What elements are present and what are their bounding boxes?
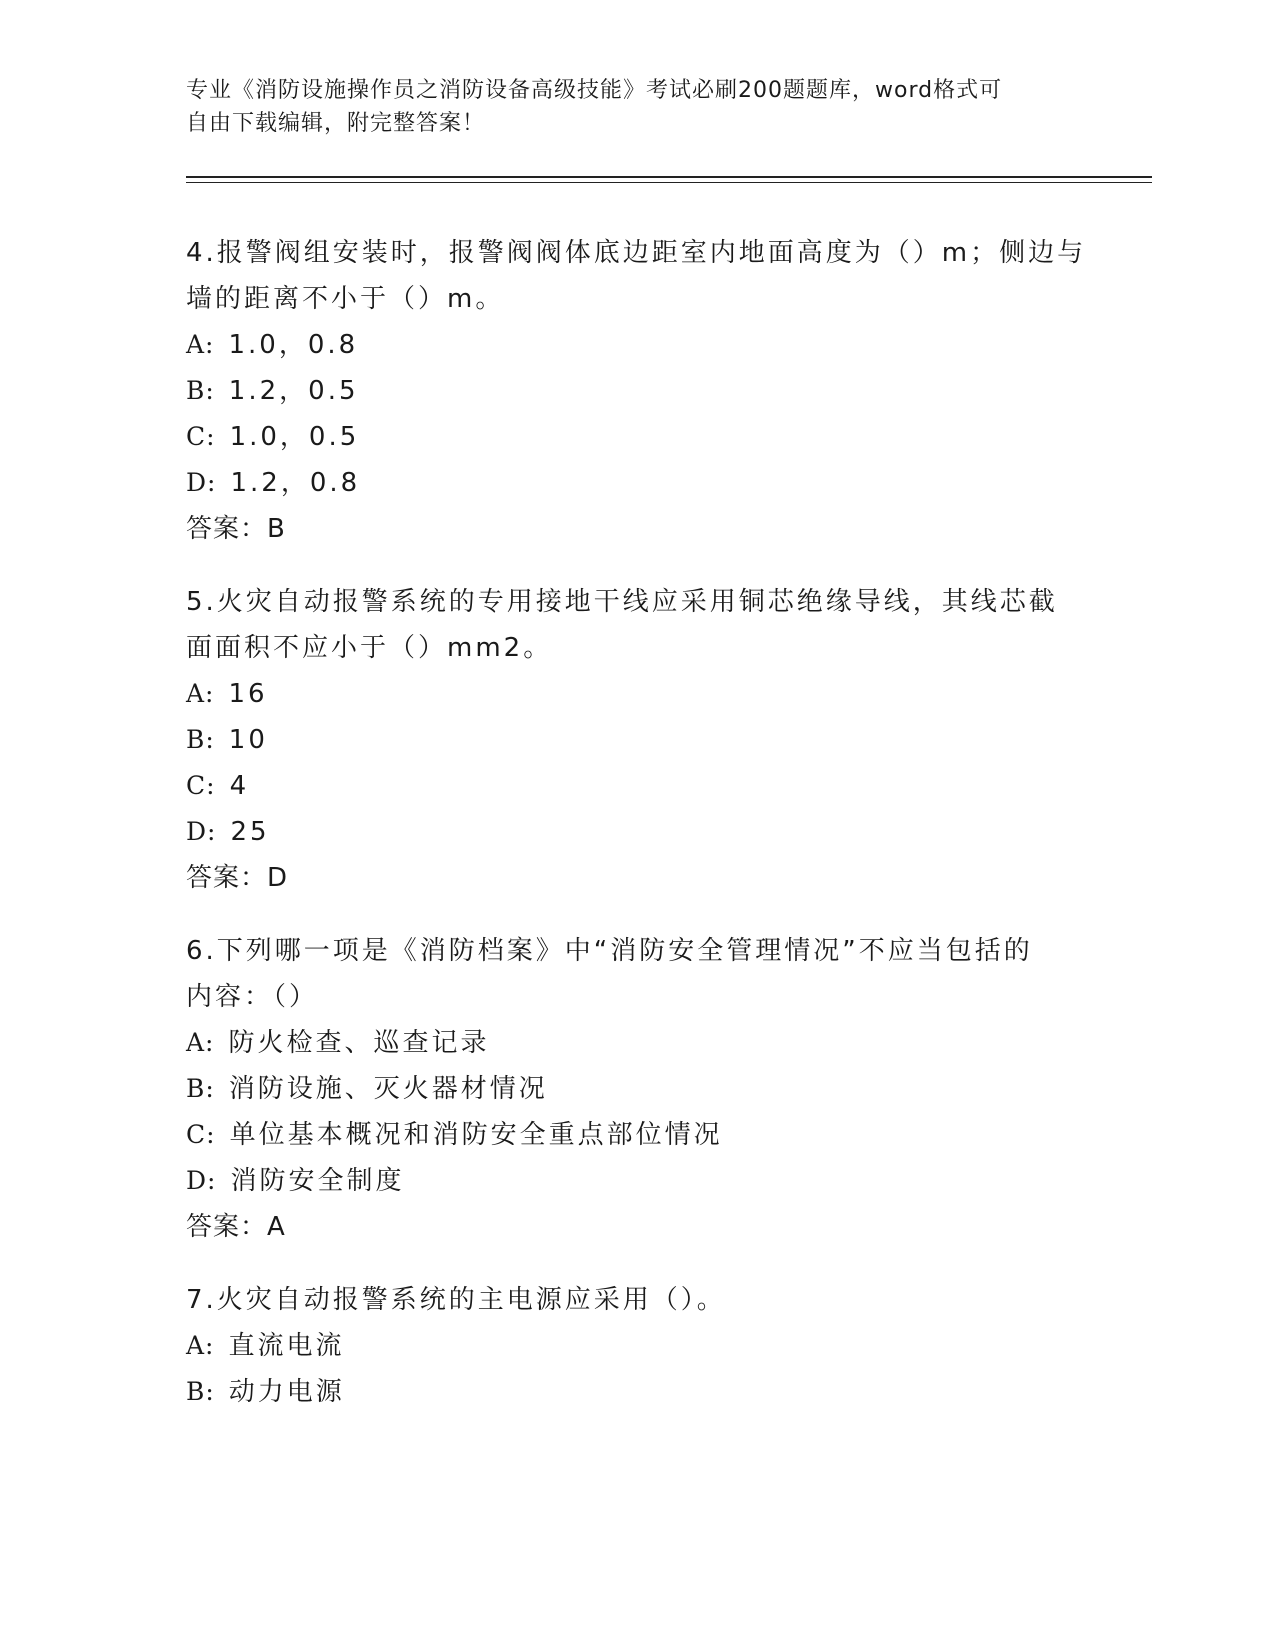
option-b: [186, 368, 1086, 414]
question-text-line: 7.火灾自动报警系统的主电源应采用（）。: [186, 1285, 726, 1315]
option-value: 1.0，0.8: [228, 330, 359, 360]
header-line-2: 自由下载编辑，附完整答案！: [186, 111, 486, 136]
question-text: [186, 1277, 1086, 1323]
option-letter: D:: [186, 817, 217, 846]
option-c: [186, 1112, 1086, 1158]
answer-line: 答案：B: [186, 514, 286, 544]
question-text: [186, 230, 1086, 322]
header-divider-thick: [186, 176, 1152, 178]
option-letter: B:: [186, 725, 215, 754]
question-6: [186, 928, 1086, 1250]
option-d: [186, 809, 1086, 855]
option-letter: A:: [186, 679, 215, 708]
option-value: 1.2，0.8: [230, 468, 361, 498]
option-d: [186, 460, 1086, 506]
question-text-line: 4.报警阀组安装时，报警阀阀体底边距室内地面高度为（）m；侧边与: [186, 238, 1087, 268]
option-value: 1.0，0.5: [229, 422, 360, 452]
option-b: [186, 717, 1086, 763]
option-c: [186, 414, 1086, 460]
option-value: 防火检查、巡查记录: [228, 1028, 490, 1058]
answer-line: 答案：D: [186, 863, 289, 893]
option-a: [186, 1020, 1086, 1066]
option-value: 1.2，0.5: [228, 376, 359, 406]
option-a: [186, 322, 1086, 368]
option-value: 消防设施、灭火器材情况: [228, 1074, 548, 1104]
option-value: 动力电源: [228, 1377, 345, 1407]
option-value: 消防安全制度: [230, 1166, 405, 1196]
option-letter: B:: [186, 376, 215, 405]
option-letter: C:: [186, 422, 216, 451]
option-value: 直流电流: [228, 1331, 345, 1361]
option-letter: A:: [186, 330, 215, 359]
question-text: [186, 579, 1086, 671]
option-value: 单位基本概况和消防安全重点部位情况: [229, 1120, 723, 1150]
option-value: 25: [230, 817, 270, 847]
question-7: [186, 1277, 1086, 1415]
answer-line: 答案：A: [186, 1212, 286, 1242]
question-text: [186, 928, 1086, 1020]
question-text-line: 墙的距离不小于（）m。: [186, 284, 505, 314]
question-text-line: 6.下列哪一项是《消防档案》中“消防安全管理情况”不应当包括的: [186, 936, 1033, 966]
question-5: [186, 579, 1086, 901]
option-letter: B:: [186, 1074, 215, 1103]
option-c: [186, 763, 1086, 809]
question-4: [186, 230, 1086, 552]
header-line-1: 专业《消防设施操作员之消防设备高级技能》考试必刷200题题库，word格式可: [186, 78, 1003, 103]
option-letter: D:: [186, 1166, 217, 1195]
option-letter: B:: [186, 1377, 215, 1406]
option-letter: C:: [186, 771, 216, 800]
question-text-line: 内容：（）: [186, 982, 319, 1012]
option-a: [186, 1323, 1086, 1369]
option-a: [186, 671, 1086, 717]
question-text-line: 5.火灾自动报警系统的专用接地干线应采用铜芯绝缘导线，其线芯截: [186, 587, 1058, 617]
document-header: [186, 74, 1066, 140]
option-letter: D:: [186, 468, 217, 497]
option-value: 16: [228, 679, 268, 709]
option-b: [186, 1369, 1086, 1415]
option-value: 10: [228, 725, 268, 755]
option-value: 4: [229, 771, 250, 801]
option-d: [186, 1158, 1086, 1204]
option-b: [186, 1066, 1086, 1112]
question-text-line: 面面积不应小于（）mm2。: [186, 633, 553, 663]
option-letter: C:: [186, 1120, 216, 1149]
option-letter: A:: [186, 1331, 215, 1360]
header-divider-thin: [186, 182, 1152, 183]
option-letter: A:: [186, 1028, 215, 1057]
